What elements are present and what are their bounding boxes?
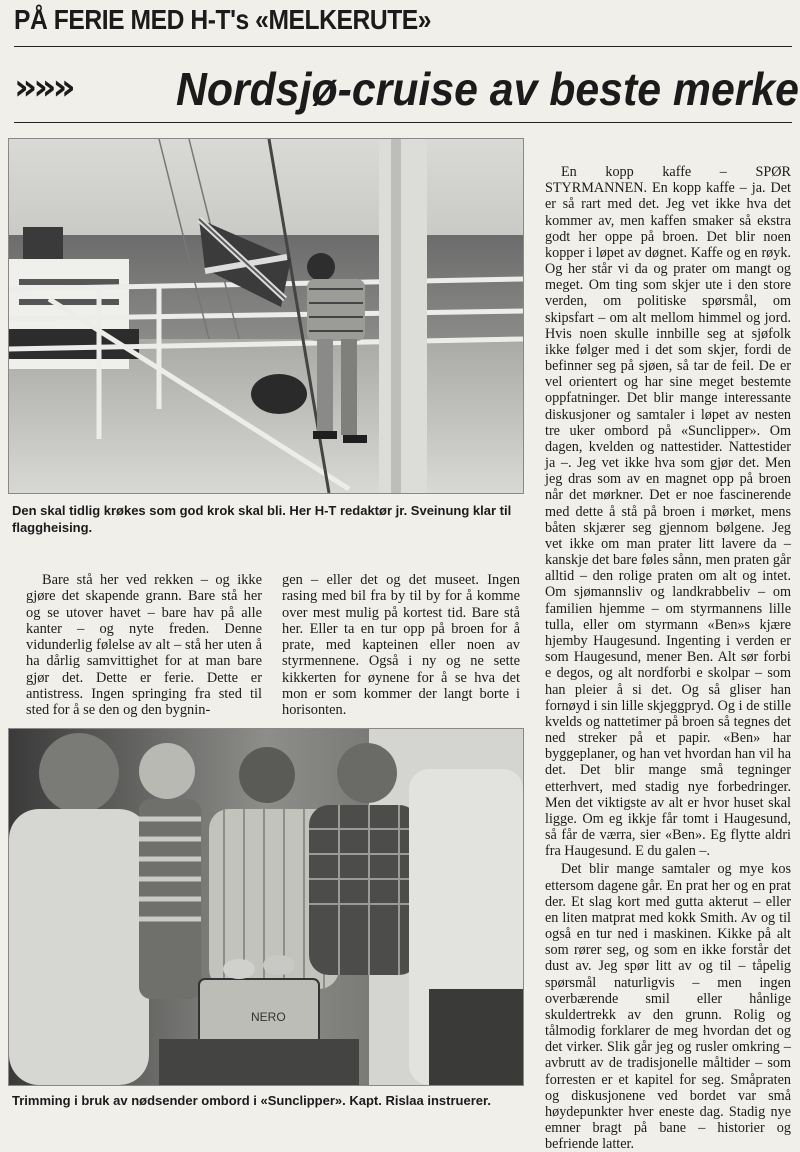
headline: Nordsjø-cruise av beste merke [176, 63, 799, 115]
article-paragraph: En kopp kaffe – SPØR STYRMANNEN. En kopp kaffe – ja. Det er så rart med det. Jeg vet ikke hva det kommer av, men kaffen smaker så ekstra godt her oppe på broen. Det blir noen kopper i løpet av døgnet. Kaffe og en røyk. Og her står vi da og prater om mangt og meget. Om ting som skjer ute i den store verden, om politiske spørsmål, om skipsfart – om alt mellom himmel og jord. Hvis noen skulle innbille seg at sjøfolk ikke følger med i det som skjer, fordi de befinner seg på sjøen, så tar de feil. De er vel orientert og har sine meget bestemte oppfatninger. Det blir mange interessante diskusjoner og samtaler i løpet av nesten tre uker ombord på «Sunclipper». Om dagen, kvelden og nattestider. Nattestider ja –. Jeg vet ikke hva som gjør det. Men jeg dras som av en magnet opp på broen når det mørkner. Det er noe fascinerende med dette å stå på broen i mørket, mens båten skjærer seg gjennom bølgene. Jeg vet ikke om man prater litt lavere da – kanskje det bare føles sånn, men praten går alltid – den rolige praten om alt og intet. Om sjømannsliv og landkrabbeliv – om familien hjemme – om styrmannens lille tulla, eller om styrmann «Ben»s kjære hjemby Haugesund. Ingenting i verden er som Haugesund, mener Ben. Alt sør forbi e degos, og alt nordforbi e skolpar – som han pleier å si det. Og så gliser han fornøyd i sin lille skjeggpryd. Og i de stille kvelds og nattetimer på broen så tegnes det ned streker på et papir. «Ben» har byggeplaner, og han vet hvordan han vil ha det. Det blir mange små tegninger etterhvert, med stadig nye forbedringer. Men det viktigste av alt er hvor huset skal ligge. Om eg ikkje får tomt i Haugesund, så får de værra, sier «Ben». Eg flytte aldri fra Haugesund. E du galen –. [545, 164, 791, 860]
photo-caption-2: Trimming i bruk av nødsender ombord i «Sunclipper». Kapt. Rislaa instruerer. [12, 1093, 491, 1108]
article-paragraph: gen – eller det og det museet. Ingen rasing med bil fra by til by for å komme over mest mulig på kortest tid. Bare stå her. Eller ta en tur opp på broen for å prate, med kapteinen eller noen av styrmennene. Også i ny og ne sette kikkerten for øynene for å se hva det mon er som kommer der langt borte i horisonten. [282, 572, 520, 719]
section-kicker: PÅ FERIE MED H-T's «MELKERUTE» [14, 4, 432, 35]
chevron-ornament-icon: »»» [14, 67, 72, 108]
photo-flag-raising [8, 138, 524, 494]
article-paragraph: Bare stå her ved rekken – og ikke gjøre det skapende grann. Bare stå her og se utover havet – bare hav på alle kanter – og nyte freden. Denne vidunderlig følelse av alt – stå her uten å ha dårlig samvittighet for at man bare gjør det. Dette er ferie. Dette er antistress. Ingen springing fra sted til sted for å se den og den bygnin- [26, 572, 262, 719]
photo-emergency-transmitter [8, 728, 524, 1086]
photo-caption-1: Den skal tidlig krøkes som god krok skal bli. Her H-T redaktør jr. Sveinung klar til flaggheising. [12, 503, 512, 535]
article-column-c [545, 164, 791, 1152]
article-paragraph: Det blir mange samtaler og mye kos ettersom dagene går. En prat her og en prat der. Et slag kort med gutta akterut – eller en liten matprat med kokk Smith. Av og til også en tur ned i maskinen. Kikke på alt som rører seg, og som en ikke forstår det dust av. Jeg spør litt av og til – tåpelig spørsmål naturligvis – men ingen overbærende smil eller hånlige skuldertrekk av den grunn. Rolig og tålmodig forklarer de meg hvordan det og det virker. Slik går jeg og rusler omkring – avbrutt av de tradisjonelle måltider – som forresten er et kapitel for seg. Småpraten og diskusjonene ved bordet var små høydepunkter hver eneste dag. Stadig nye emner bragt på bane – historier og befriende latter. [545, 861, 791, 1152]
headline-rule [14, 122, 792, 123]
transmitter-box-label: NERO [251, 1010, 286, 1024]
article-column-a [26, 572, 262, 719]
top-rule [14, 46, 792, 47]
article-column-b [282, 572, 520, 719]
